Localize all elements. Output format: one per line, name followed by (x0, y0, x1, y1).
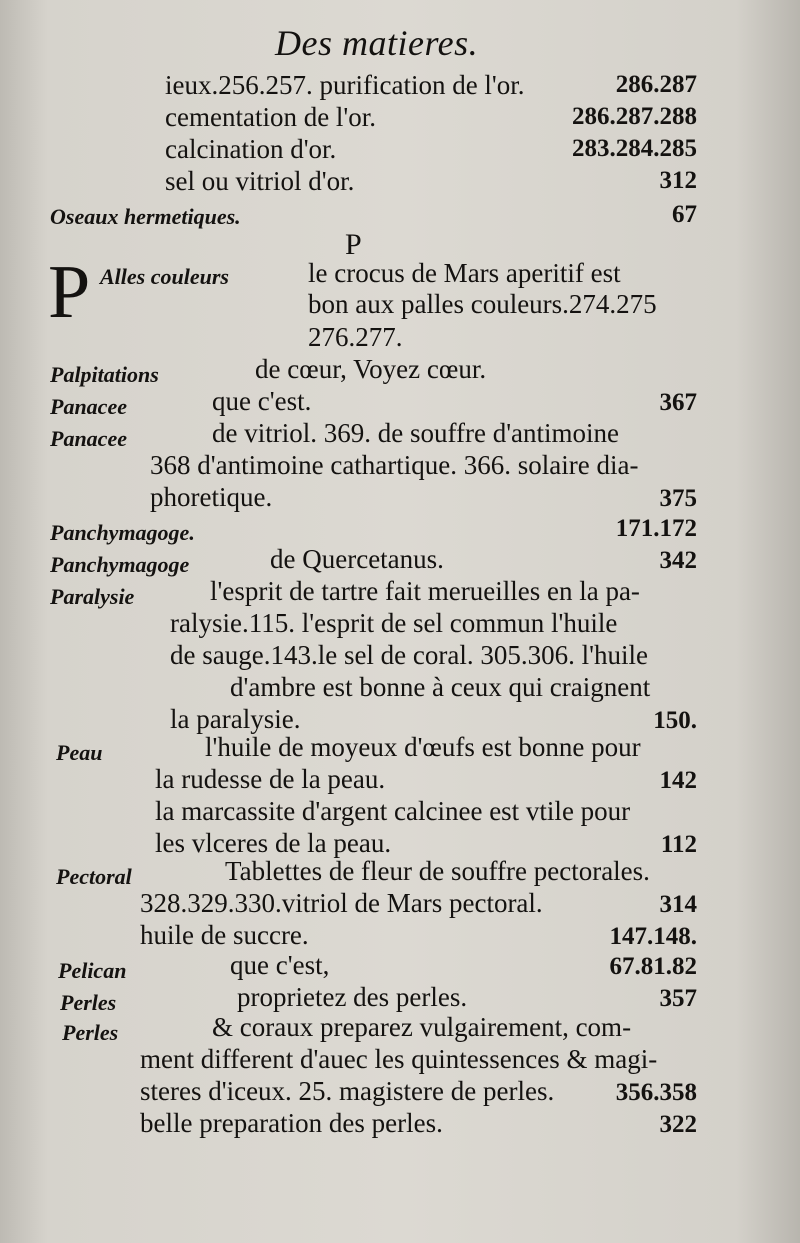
entry-line: steres d'iceux. 25. magistere de perles. (140, 1076, 555, 1106)
page-ref: 322 (659, 1111, 697, 1138)
entry-line: Tablettes de fleur de souffre pectorales. (225, 856, 650, 886)
entry-line: 368 d'antimoine cathartique. 366. solaire dia- (150, 450, 639, 480)
entry-line: sel ou vitriol d'or. (165, 166, 355, 196)
entry-keyword: Pectoral (56, 864, 132, 889)
section-letter: P (345, 228, 362, 261)
page-ref: 283.284.285 (572, 135, 697, 162)
entry-line: belle preparation des perles. (140, 1108, 443, 1138)
entry-line: l'esprit de tartre fait merueilles en la pa- (210, 576, 640, 606)
page-ref: 150. (653, 707, 697, 734)
page-header: Des matieres. (275, 23, 479, 63)
page-ref: 375 (659, 485, 697, 512)
entry-line (56, 738, 102, 765)
entry-line: 328.329.330.vitriol de Mars pectoral. (140, 888, 543, 918)
entry-keyword: Panchymagoge (50, 552, 190, 577)
entry-keyword: Perles (60, 990, 117, 1015)
page-ref: 342 (659, 547, 697, 574)
entry-line: la rudesse de la peau. (155, 764, 386, 794)
entry-line: que c'est. (212, 386, 312, 416)
entry-line: huile de succre. (140, 920, 309, 950)
entry-line (58, 956, 126, 983)
entry-line: ieux.256.257. purification de l'or. (165, 70, 525, 100)
entry-line: d'ambre est bonne à ceux qui craignent (230, 672, 651, 702)
entry-line (50, 582, 134, 609)
entry-line: la marcassite d'argent calcinee est vtile pour (155, 796, 631, 826)
entry-line: ment different d'auec les quintessences & magi- (140, 1044, 658, 1074)
page-ref: 171.172 (615, 515, 697, 542)
entry-line (50, 392, 127, 419)
page-ref: 357 (659, 985, 697, 1012)
entry-line (62, 1018, 118, 1045)
entry-line: proprietez des perles. (237, 982, 468, 1012)
page-ref: 312 (659, 167, 697, 194)
entry-keyword: Perles (62, 1020, 119, 1045)
drop-cap: P (48, 250, 91, 334)
entry-line: calcination d'or. (165, 134, 337, 164)
entry-line (100, 262, 229, 289)
entry-line: ralysie.115. l'esprit de sel commun l'huile (170, 608, 618, 638)
entry-line: le crocus de Mars aperitif est (308, 258, 621, 288)
entry-keyword: Peau (56, 740, 103, 765)
page-ref: 286.287 (615, 71, 697, 98)
entry-line: 276.277. (308, 322, 403, 352)
entry-line: phoretique. (150, 482, 273, 512)
page-ref: 147.148. (609, 923, 697, 950)
page-ref: 142 (659, 767, 697, 794)
entry-line (60, 988, 116, 1015)
entry-line: cementation de l'or. (165, 102, 377, 132)
page-ref: 67 (672, 201, 697, 228)
entry-line: de vitriol. 369. de souffre d'antimoine (212, 418, 620, 448)
entry-keyword: Paralysie (50, 584, 135, 609)
entry-line: l'huile de moyeux d'œufs est bonne pour (205, 732, 641, 762)
entry-keyword: Alles couleurs (100, 264, 229, 289)
entry-line (56, 862, 132, 889)
entry-line (50, 424, 127, 451)
entry-keyword: Pelican (58, 958, 127, 983)
entry-line: les vlceres de la peau. (155, 828, 392, 858)
entry-line (50, 550, 189, 577)
entry-line: de cœur, Voyez cœur. (255, 354, 487, 384)
entry-keyword: Panacee (50, 426, 127, 451)
entry-line: la paralysie. (170, 704, 301, 734)
page-ref: 67.81.82 (609, 953, 697, 980)
entry-keyword: Oseaux hermetiques. (50, 204, 241, 229)
entry-keyword: Palpitations (50, 362, 159, 387)
entry-line (50, 518, 195, 545)
entry-line: que c'est, (230, 950, 330, 980)
page-ref: 314 (659, 891, 697, 918)
entry-keyword: Panacee (50, 394, 127, 419)
entry-keyword: Panchymagoge. (50, 520, 195, 545)
entry-line (50, 202, 241, 229)
entry-line: de Quercetanus. (270, 544, 444, 574)
page-ref: 367 (659, 389, 697, 416)
entry-line (50, 360, 159, 387)
page-ref: 112 (660, 831, 697, 858)
entry-line: & coraux preparez vulgairement, com- (212, 1012, 632, 1042)
entry-line: de sauge.143.le sel de coral. 305.306. l'huile (170, 640, 648, 670)
page-ref: 356.358 (615, 1079, 697, 1106)
entry-line: bon aux palles couleurs.274.275 (308, 289, 657, 319)
page-ref: 286.287.288 (572, 103, 697, 130)
